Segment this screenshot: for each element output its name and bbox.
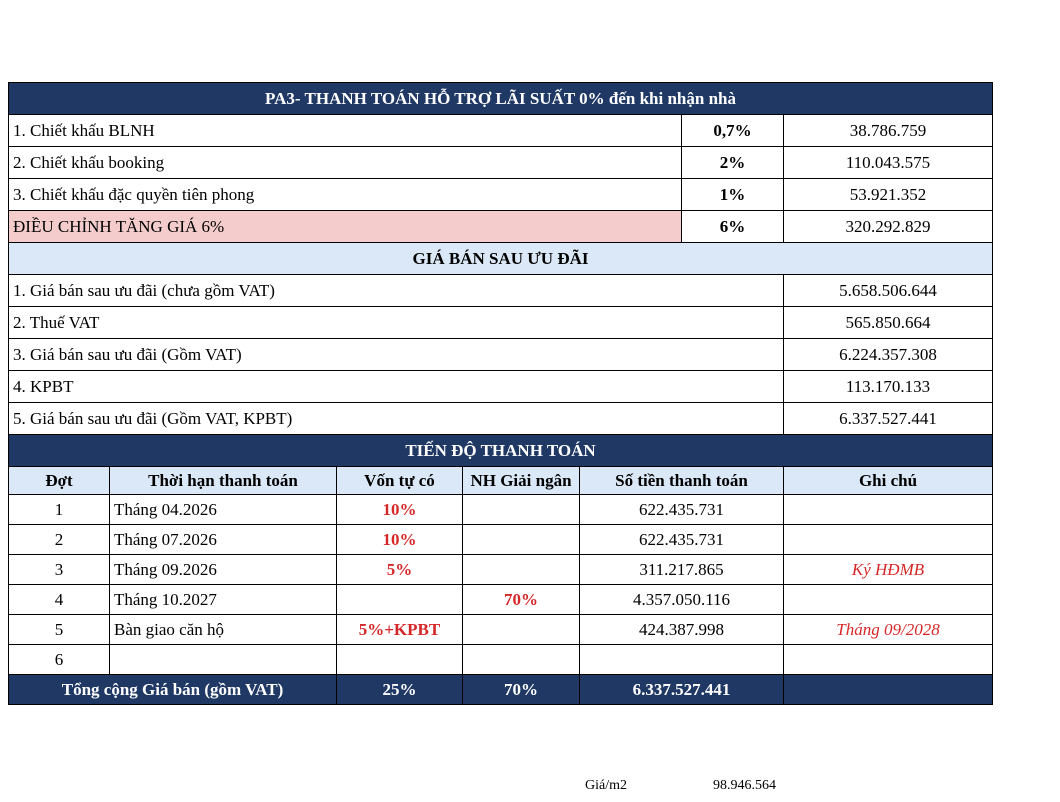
deadline-cell: Tháng 07.2026 — [110, 525, 337, 555]
price-amount: 6.337.527.441 — [784, 403, 993, 435]
price-per-m2-value: 98.946.564 — [713, 778, 776, 793]
price-row — [9, 307, 993, 339]
bank-cell — [463, 495, 580, 525]
deadline-cell: Bàn giao căn hộ — [110, 615, 337, 645]
total-label: Tổng cộng Giá bán (gồm VAT) — [9, 675, 337, 705]
schedule-row — [9, 645, 993, 675]
price-label: 4. KPBT — [9, 371, 784, 403]
discount-amount: 110.043.575 — [784, 147, 993, 179]
discount-rate: 2% — [682, 147, 784, 179]
price-adjustment-amount: 320.292.829 — [784, 211, 993, 243]
amount-cell — [580, 645, 784, 675]
schedule-column-headers — [9, 467, 993, 495]
column-header-own-capital: Vốn tự có — [337, 467, 463, 495]
own-capital-cell: 5%+KPBT — [337, 615, 463, 645]
schedule-row — [9, 555, 993, 585]
price-amount: 113.170.133 — [784, 371, 993, 403]
schedule-section-header — [9, 435, 993, 467]
discount-amount: 38.786.759 — [784, 115, 993, 147]
schedule-row — [9, 525, 993, 555]
total-bank: 70% — [463, 675, 580, 705]
total-note — [784, 675, 993, 705]
price-adjustment-rate: 6% — [682, 211, 784, 243]
own-capital-cell: 10% — [337, 495, 463, 525]
phase-cell: 6 — [9, 645, 110, 675]
discount-amount: 53.921.352 — [784, 179, 993, 211]
deadline-cell: Tháng 10.2027 — [110, 585, 337, 615]
price-adjustment-row — [9, 211, 993, 243]
discount-label: 2. Chiết khấu booking — [9, 147, 682, 179]
price-row — [9, 339, 993, 371]
total-row — [9, 675, 993, 705]
note-cell — [784, 645, 993, 675]
price-amount: 6.224.357.308 — [784, 339, 993, 371]
amount-cell: 311.217.865 — [580, 555, 784, 585]
amount-cell: 424.387.998 — [580, 615, 784, 645]
price-row — [9, 403, 993, 435]
plan-title: PA3- THANH TOÁN HỖ TRỢ LÃI SUẤT 0% đến khi nhận nhà — [9, 83, 993, 115]
column-header-note: Ghi chú — [784, 467, 993, 495]
schedule-row — [9, 495, 993, 525]
note-cell — [784, 585, 993, 615]
payment-plan-table — [8, 82, 993, 705]
own-capital-cell: 5% — [337, 555, 463, 585]
price-amount: 565.850.664 — [784, 307, 993, 339]
price-adjustment-label: ĐIỀU CHỈNH TĂNG GIÁ 6% — [9, 211, 682, 243]
column-header-phase: Đợt — [9, 467, 110, 495]
price-amount: 5.658.506.644 — [784, 275, 993, 307]
price-label: 3. Giá bán sau ưu đãi (Gồm VAT) — [9, 339, 784, 371]
discount-row — [9, 115, 993, 147]
bank-cell: 70% — [463, 585, 580, 615]
discount-label: 3. Chiết khấu đặc quyền tiên phong — [9, 179, 682, 211]
discount-row — [9, 147, 993, 179]
bank-cell — [463, 615, 580, 645]
amount-cell: 622.435.731 — [580, 525, 784, 555]
bank-cell — [463, 555, 580, 585]
discount-row — [9, 179, 993, 211]
note-cell: Ký HĐMB — [784, 555, 993, 585]
bank-cell — [463, 525, 580, 555]
schedule-row — [9, 615, 993, 645]
plan-title-row — [9, 83, 993, 115]
phase-cell: 4 — [9, 585, 110, 615]
price-row — [9, 275, 993, 307]
column-header-deadline: Thời hạn thanh toán — [110, 467, 337, 495]
deadline-cell: Tháng 09.2026 — [110, 555, 337, 585]
price-per-m2-label: Giá/m2 — [585, 778, 627, 793]
phase-cell: 2 — [9, 525, 110, 555]
note-cell — [784, 495, 993, 525]
amount-cell: 4.357.050.116 — [580, 585, 784, 615]
own-capital-cell: 10% — [337, 525, 463, 555]
note-cell: Tháng 09/2028 — [784, 615, 993, 645]
deadline-cell: Tháng 04.2026 — [110, 495, 337, 525]
phase-cell: 5 — [9, 615, 110, 645]
price-label: 2. Thuế VAT — [9, 307, 784, 339]
schedule-title: TIẾN ĐỘ THANH TOÁN — [9, 435, 993, 467]
bank-cell — [463, 645, 580, 675]
price-label: 1. Giá bán sau ưu đãi (chưa gồm VAT) — [9, 275, 784, 307]
price-label: 5. Giá bán sau ưu đãi (Gồm VAT, KPBT) — [9, 403, 784, 435]
price-row — [9, 371, 993, 403]
phase-cell: 3 — [9, 555, 110, 585]
discount-rate: 0,7% — [682, 115, 784, 147]
own-capital-cell — [337, 585, 463, 615]
column-header-amount: Số tiền thanh toán — [580, 467, 784, 495]
total-own-capital: 25% — [337, 675, 463, 705]
column-header-bank: NH Giải ngân — [463, 467, 580, 495]
phase-cell: 1 — [9, 495, 110, 525]
price-section-title: GIÁ BÁN SAU ƯU ĐÃI — [9, 243, 993, 275]
own-capital-cell — [337, 645, 463, 675]
price-section-header — [9, 243, 993, 275]
discount-rate: 1% — [682, 179, 784, 211]
amount-cell: 622.435.731 — [580, 495, 784, 525]
schedule-row — [9, 585, 993, 615]
discount-label: 1. Chiết khấu BLNH — [9, 115, 682, 147]
note-cell — [784, 525, 993, 555]
deadline-cell — [110, 645, 337, 675]
total-amount: 6.337.527.441 — [580, 675, 784, 705]
